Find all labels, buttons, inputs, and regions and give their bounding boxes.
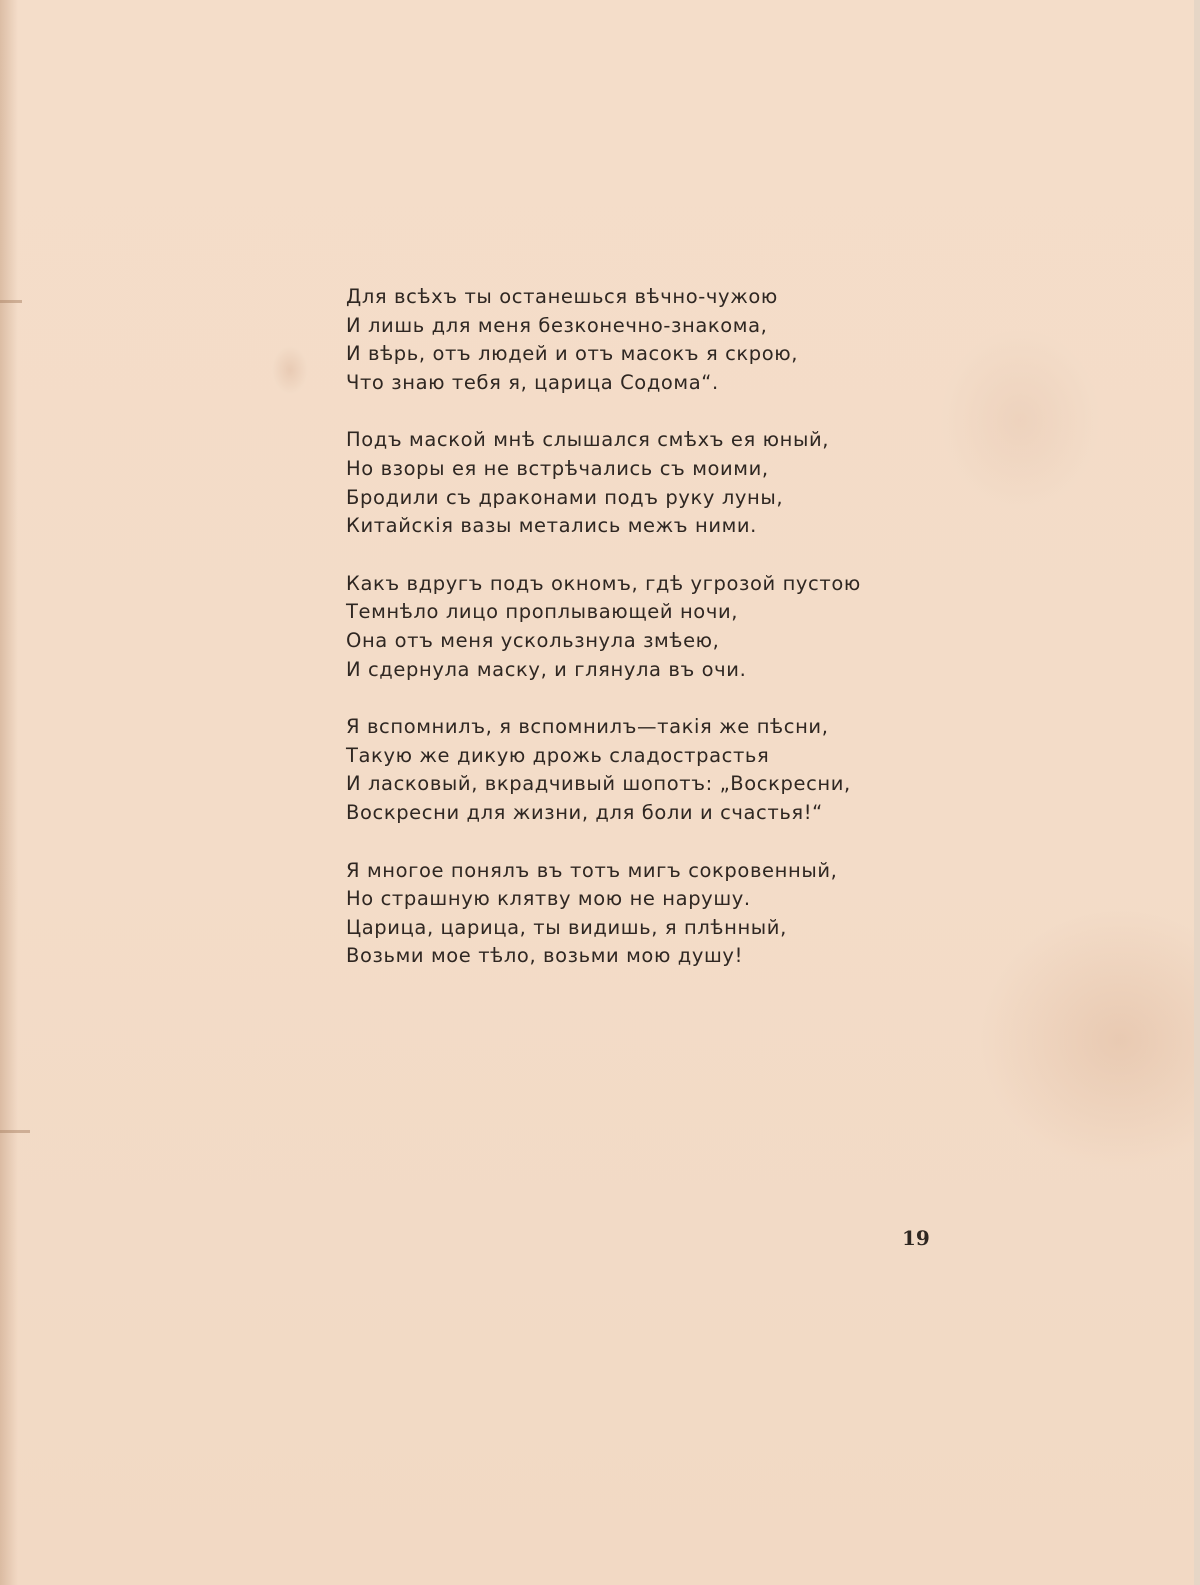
poem-line: Китайскія вазы метались межъ ними.	[346, 514, 757, 538]
poem-line: Но взоры ея не встрѣчались съ моими,	[346, 456, 769, 480]
poem-line: И сдернула маску, и глянула въ очи.	[346, 657, 747, 681]
poem-line: Воскресни для жизни, для боли и счастья!“	[346, 800, 823, 824]
poem-line: Но страшную клятву мою не нарушу.	[346, 887, 751, 911]
poem-line: Подъ маской мнѣ слышался смѣхъ ея юный,	[346, 428, 830, 452]
stanza-4	[346, 713, 906, 827]
stanza-5	[346, 857, 906, 971]
poem-text	[346, 283, 906, 1000]
poem-line: И ласковый, вкрадчивый шопотъ: „Воскресни,	[346, 772, 851, 796]
page-edge-tear	[0, 1130, 30, 1133]
poem-line: Бродили съ драконами подъ руку луны,	[346, 485, 784, 509]
page-number: 19	[902, 1226, 930, 1250]
stanza-2	[346, 426, 906, 540]
poem-line: Для всѣхъ ты останешься вѣчно-чужою	[346, 285, 778, 308]
poem-line: Я многое понялъ въ тотъ мигъ сокровенный,	[346, 858, 838, 882]
poem-line: Какъ вдругъ подъ окномъ, гдѣ угрозой пустою	[346, 571, 861, 595]
stanza-3	[346, 570, 906, 684]
poem-line: Темнѣло лицо проплывающей ночи,	[346, 600, 739, 624]
poem-line: Я вспомнилъ, я вспомнилъ—такія же пѣсни,	[346, 715, 829, 739]
poem-line: Она отъ меня ускользнула змѣею,	[346, 628, 720, 652]
poem-line: Возьми мое тѣло, возьми мою душу!	[346, 944, 743, 968]
poem-line: И лишь для меня безконечно-знакома,	[346, 313, 768, 337]
poem-line: Царица, царица, ты видишь, я плѣнный,	[346, 915, 787, 939]
page-edge-tear	[0, 300, 22, 303]
stanza-1	[346, 283, 906, 397]
poem-line: И вѣрь, отъ людей и отъ масокъ я скрою,	[346, 342, 799, 366]
poem-line: Что знаю тебя я, царица Содома“.	[346, 370, 719, 394]
poem-line: Такую же дикую дрожь сладострастья	[346, 743, 770, 767]
spine-shadow	[0, 0, 18, 1585]
